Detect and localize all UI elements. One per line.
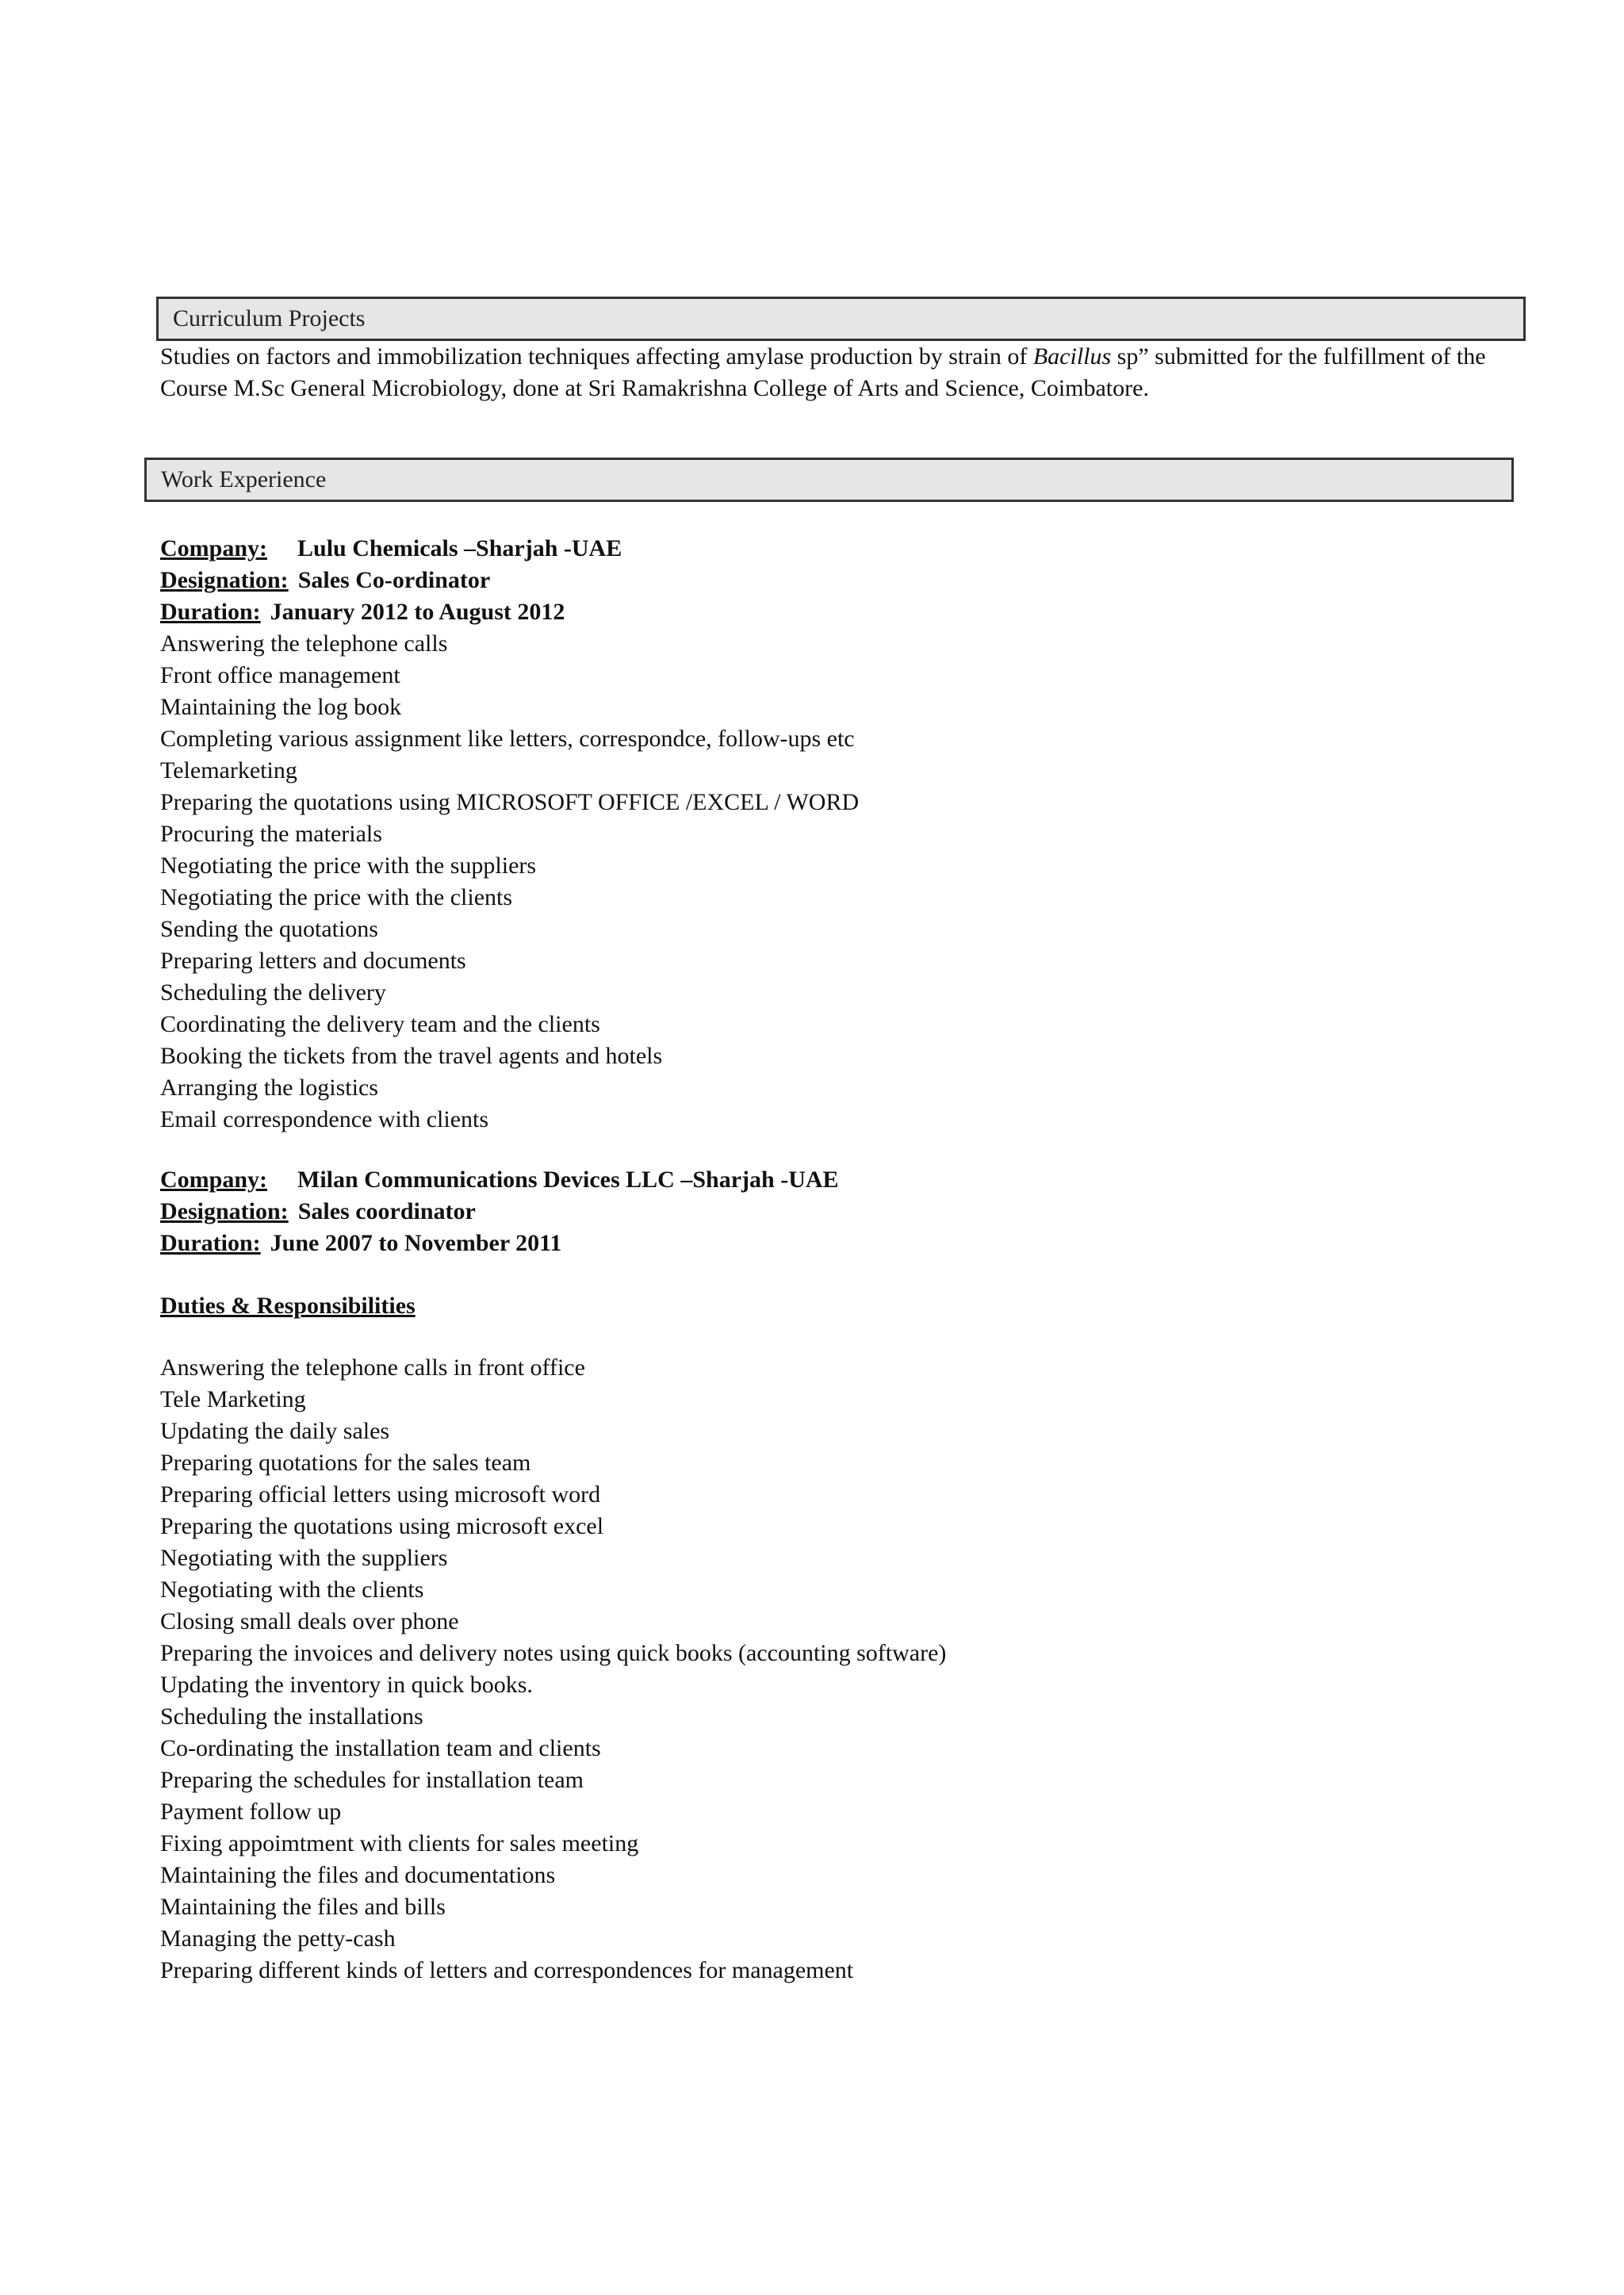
company-name: Milan Communications Devices LLC –Sharjah -UAE — [297, 1167, 839, 1193]
duty-item: Scheduling the delivery — [160, 979, 386, 1006]
designation-label: Designation: — [160, 567, 289, 593]
job-entry-lulu — [160, 533, 1524, 1136]
duty-item: Updating the inventory in quick books. — [160, 1672, 533, 1698]
duty-list — [160, 628, 1524, 1136]
work-experience-header: Work Experience — [144, 458, 1514, 502]
company-name: Lulu Chemicals –Sharjah -UAE — [297, 535, 622, 561]
job-entry-milan — [160, 1164, 1524, 1259]
duty-item: Preparing the schedules for installation team — [160, 1767, 584, 1793]
designation-value: Sales coordinator — [297, 1198, 476, 1224]
project-species-name: Bacillus — [1032, 343, 1112, 370]
duty-item: Email correspondence with clients — [160, 1106, 489, 1132]
duty-item: Closing small deals over phone — [160, 1608, 459, 1634]
job-company-line — [160, 1164, 1524, 1196]
job-company-line — [160, 533, 1524, 565]
duty-item: Negotiating the price with the suppliers — [160, 852, 537, 879]
project-text-before: Studies on factors and immobilization techniques affecting amylase production by strain of — [160, 343, 1033, 370]
project-text-after: sp” submitted for the fulfillment of the Course M.Sc General Microbiology, done at Sri Ramakrishna College of Arts and Science, Coimbatore. — [160, 343, 1486, 401]
duty-item: Updating the daily sales — [160, 1418, 390, 1444]
job-duration-line — [160, 1228, 1524, 1259]
duty-item: Sending the quotations — [160, 916, 378, 942]
duty-item: Booking the tickets from the travel agents and hotels — [160, 1043, 663, 1069]
duty-item: Negotiating the price with the clients — [160, 884, 513, 910]
duty-item: Maintaining the files and documentations — [160, 1862, 556, 1888]
duty-item: Preparing official letters using microsoft word — [160, 1481, 601, 1508]
company-label: Company: — [160, 535, 268, 561]
duty-item: Fixing appoimtment with clients for sales meeting — [160, 1830, 639, 1856]
job-designation-line — [160, 565, 1524, 596]
duty-item: Coordinating the delivery team and the clients — [160, 1011, 600, 1037]
duty-item: Preparing different kinds of letters and correspondences for management — [160, 1957, 854, 1983]
duty-item: Scheduling the installations — [160, 1703, 423, 1730]
duty-item: Tele Marketing — [160, 1386, 306, 1412]
duty-item: Negotiating with the clients — [160, 1577, 424, 1603]
duty-item: Telemarketing — [160, 757, 297, 784]
duty-item: Front office management — [160, 662, 400, 688]
duties-responsibilities-heading: Duties & Responsibilities — [160, 1293, 416, 1319]
duty-item: Preparing the quotations using microsoft excel — [160, 1513, 604, 1539]
duty-item: Answering the telephone calls — [160, 630, 448, 657]
duty-item: Preparing letters and documents — [160, 948, 466, 974]
duty-item: Answering the telephone calls in front office — [160, 1354, 585, 1381]
duty-item: Procuring the materials — [160, 821, 382, 847]
duration-label: Duration: — [160, 1230, 261, 1256]
duty-list — [160, 1352, 1524, 1987]
duty-item: Negotiating with the suppliers — [160, 1545, 448, 1571]
duty-item: Preparing the quotations using MICROSOFT OFFICE /EXCEL / WORD — [160, 789, 860, 815]
duration-value: January 2012 to August 2012 — [270, 599, 565, 625]
duration-label: Duration: — [160, 599, 261, 625]
duty-item: Maintaining the files and bills — [160, 1894, 446, 1920]
duty-item: Co-ordinating the installation team and clients — [160, 1735, 601, 1761]
curriculum-project-description — [160, 341, 1524, 404]
duty-item: Arranging the logistics — [160, 1075, 378, 1101]
duty-item: Managing the petty-cash — [160, 1925, 396, 1952]
job-designation-line — [160, 1196, 1524, 1228]
designation-label: Designation: — [160, 1198, 289, 1224]
duty-item: Maintaining the log book — [160, 694, 402, 720]
curriculum-projects-header: Curriculum Projects — [156, 297, 1526, 341]
duty-item: Payment follow up — [160, 1799, 342, 1825]
duty-item: Completing various assignment like letters, correspondce, follow-ups etc — [160, 726, 855, 752]
duty-item: Preparing quotations for the sales team — [160, 1450, 531, 1476]
company-label: Company: — [160, 1167, 268, 1193]
duty-item: Preparing the invoices and delivery notes using quick books (accounting software) — [160, 1640, 947, 1666]
duration-value: June 2007 to November 2011 — [270, 1230, 562, 1256]
job-duration-line — [160, 596, 1524, 628]
duties-heading-block — [160, 1290, 1524, 1322]
designation-value: Sales Co-ordinator — [297, 567, 491, 593]
